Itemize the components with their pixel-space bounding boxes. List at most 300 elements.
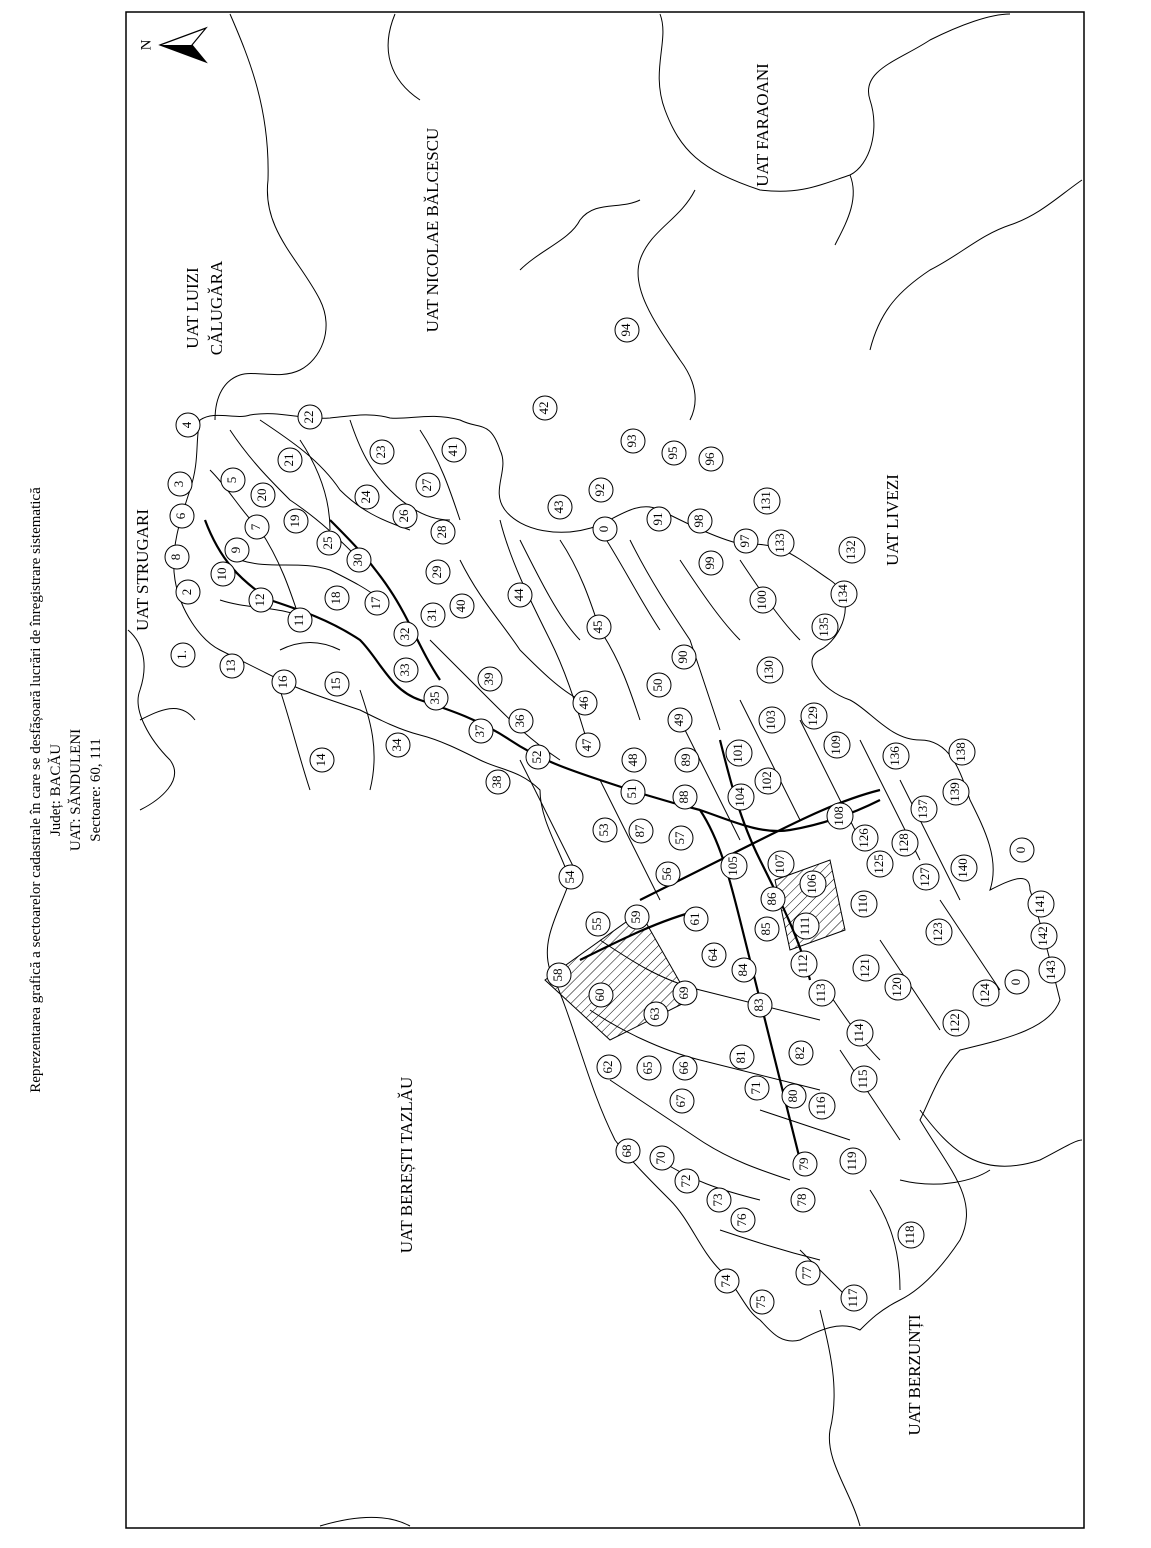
sector-number: 138 (952, 742, 968, 762)
sector-marker-60[interactable] (589, 983, 613, 1007)
sector-number: 120 (888, 977, 904, 997)
sector-number: 100 (753, 590, 769, 610)
sector-marker-115[interactable] (851, 1066, 877, 1092)
sector-number: 58 (549, 968, 565, 982)
sector-marker-113[interactable] (809, 980, 835, 1006)
sector-marker-108[interactable] (827, 803, 853, 829)
sector-number: 82 (791, 1046, 807, 1060)
sector-number: 86 (763, 892, 779, 906)
sector-marker-57[interactable] (669, 826, 693, 850)
sector-marker-64[interactable] (702, 943, 726, 967)
sector-marker-34[interactable] (386, 733, 410, 757)
label-uat-luizi-2: CĂLUGĂRA (207, 260, 226, 356)
sector-marker-10[interactable] (211, 562, 235, 586)
sector-marker-131[interactable] (754, 488, 780, 514)
sector-marker-132[interactable] (839, 537, 865, 563)
sector-marker-111[interactable] (793, 913, 819, 939)
sector-number: 102 (758, 771, 774, 791)
sector-marker-32[interactable] (394, 622, 418, 646)
sector-number: 17 (367, 596, 383, 610)
sector-marker-51[interactable] (621, 780, 645, 804)
sector-marker-33[interactable] (394, 658, 418, 682)
sector-marker-109[interactable] (824, 732, 850, 758)
sector-marker-63[interactable] (644, 1002, 668, 1026)
label-uat-livezi: UAT LIVEZI (883, 474, 902, 566)
sector-marker-47[interactable] (576, 733, 600, 757)
label-uat-luizi: UAT LUIZI (183, 267, 202, 349)
sector-number: 0 (595, 525, 611, 533)
sector-number: 0 (1012, 846, 1028, 854)
sector-number: 57 (671, 831, 687, 845)
sector-marker-14[interactable] (310, 748, 334, 772)
sector-marker-100[interactable] (750, 587, 776, 613)
sector-number: 33 (396, 663, 412, 677)
sector-marker-9[interactable] (225, 538, 249, 562)
label-uat-nicolae: UAT NICOLAE BĂLCESCU (423, 127, 442, 333)
sector-marker-48[interactable] (622, 748, 646, 772)
sector-number: 128 (895, 833, 911, 853)
sector-marker-61[interactable] (684, 907, 708, 931)
sector-marker-8[interactable] (165, 545, 189, 569)
sector-number: 126 (855, 828, 871, 848)
sector-marker-18[interactable] (325, 586, 349, 610)
sector-marker-46[interactable] (573, 691, 597, 715)
sector-marker-122[interactable] (943, 1010, 969, 1036)
sector-number: 137 (914, 799, 930, 819)
sector-number: 117 (844, 1288, 860, 1308)
sector-number: 72 (677, 1174, 693, 1188)
sector-marker-44[interactable] (508, 583, 532, 607)
sector-marker-22[interactable] (298, 405, 322, 429)
sector-marker-138[interactable] (949, 739, 975, 765)
sector-number: 3 (170, 480, 186, 488)
sector-marker-119[interactable] (840, 1148, 866, 1174)
sector-marker-123[interactable] (926, 919, 952, 945)
sector-marker-101[interactable] (726, 740, 752, 766)
sector-number: 121 (856, 958, 872, 978)
sector-marker-77[interactable] (796, 1261, 820, 1285)
sector-marker-124[interactable] (973, 980, 999, 1006)
sector-marker-105[interactable] (721, 853, 747, 879)
sector-marker-136[interactable] (883, 743, 909, 769)
sector-number: 104 (731, 787, 747, 807)
sector-marker-103[interactable] (759, 707, 785, 733)
sector-number: 107 (771, 854, 787, 874)
sector-marker-67[interactable] (670, 1089, 694, 1113)
sector-number: 68 (618, 1144, 634, 1158)
sector-number: 47 (578, 738, 594, 752)
sector-number: 18 (327, 591, 343, 605)
sector-number: 93 (623, 434, 639, 448)
sector-number: 80 (784, 1089, 800, 1103)
label-uat-berzunti: UAT BERZUNȚI (905, 1314, 924, 1436)
sector-number: 13 (222, 659, 238, 673)
sector-marker-65[interactable] (637, 1056, 661, 1080)
sector-marker-39[interactable] (478, 667, 502, 691)
sector-number: 78 (793, 1193, 809, 1207)
sector-marker-53[interactable] (593, 818, 617, 842)
sector-marker-45[interactable] (587, 615, 611, 639)
label-uat-beresti: UAT BEREȘTI TAZLĂU (397, 1076, 416, 1254)
sector-number: 139 (946, 782, 962, 802)
sector-number: 83 (750, 998, 766, 1012)
sector-number: 74 (717, 1274, 733, 1288)
sector-number: 99 (701, 556, 717, 570)
sector-number: 130 (760, 660, 776, 680)
sector-number: 136 (886, 746, 902, 766)
neighbor-boundaries (128, 14, 1082, 1526)
sector-marker-88[interactable] (673, 785, 697, 809)
sector-number: 51 (623, 785, 639, 799)
label-uat-strugari: UAT STRUGARI (133, 508, 152, 632)
sector-marker-128[interactable] (892, 830, 918, 856)
sector-number: 85 (757, 922, 773, 936)
sector-number: 28 (433, 525, 449, 539)
sector-marker-87[interactable] (629, 819, 653, 843)
sector-number: 4 (178, 421, 194, 429)
sector-marker-127[interactable] (913, 864, 939, 890)
sector-marker-140[interactable] (951, 855, 977, 881)
sector-marker-17[interactable] (365, 591, 389, 615)
sector-marker-36[interactable] (509, 709, 533, 733)
sector-number: 119 (843, 1151, 859, 1171)
sector-marker-35[interactable] (424, 686, 448, 710)
sector-marker-135[interactable] (812, 614, 838, 640)
sector-marker-112[interactable] (791, 951, 817, 977)
sector-number: 101 (729, 743, 745, 763)
sector-number: 14 (312, 753, 328, 767)
sector-marker-142[interactable] (1031, 923, 1057, 949)
sector-marker-118[interactable] (898, 1222, 924, 1248)
sector-marker-134[interactable] (831, 581, 857, 607)
sector-number: 39 (480, 672, 496, 686)
sector-marker-94[interactable] (615, 318, 639, 342)
sector-number: 129 (804, 706, 820, 726)
sector-number: 95 (664, 446, 680, 460)
sector-marker-120[interactable] (885, 974, 911, 1000)
sector-marker-114[interactable] (847, 1020, 873, 1046)
sector-marker-42[interactable] (533, 396, 557, 420)
sector-number: 36 (511, 714, 527, 728)
map-frame (126, 12, 1084, 1528)
sector-number: 62 (599, 1060, 615, 1074)
sector-number: 125 (870, 854, 886, 874)
sector-marker-58[interactable] (547, 963, 571, 987)
sector-marker-4[interactable] (176, 413, 200, 437)
title-line-uat: UAT: SĂNDULENI (68, 728, 84, 852)
sector-marker-56[interactable] (656, 862, 680, 886)
sector-number: 12 (251, 593, 267, 607)
sector-number: 134 (834, 584, 850, 604)
sector-marker-23[interactable] (370, 440, 394, 464)
sector-number: 79 (795, 1157, 811, 1171)
sector-number: 29 (428, 565, 444, 579)
sector-number: 116 (812, 1096, 828, 1116)
sector-number: 131 (757, 491, 773, 511)
sector-marker-6[interactable] (170, 504, 194, 528)
sector-number: 5 (223, 476, 239, 484)
sector-number: 46 (575, 696, 591, 710)
sector-number: 53 (595, 823, 611, 837)
sector-number: 69 (675, 986, 691, 1000)
sector-marker-139[interactable] (943, 779, 969, 805)
sector-number: 109 (827, 735, 843, 755)
sector-number: 84 (734, 963, 750, 977)
sector-marker-24[interactable] (355, 485, 379, 509)
sector-marker-27[interactable] (416, 473, 440, 497)
sector-number: 88 (675, 790, 691, 804)
sector-marker-81[interactable] (730, 1045, 754, 1069)
sector-marker-89[interactable] (675, 748, 699, 772)
sector-number: 0 (1007, 978, 1023, 986)
sector-number: 108 (830, 806, 846, 826)
sector-marker-68[interactable] (616, 1139, 640, 1163)
sector-number: 40 (452, 599, 468, 613)
sector-marker-49[interactable] (668, 708, 692, 732)
sector-number: 49 (670, 713, 686, 727)
sector-number: 141 (1031, 894, 1047, 914)
sector-number: 1. (173, 650, 189, 660)
sector-marker-107[interactable] (768, 851, 794, 877)
sector-marker-79[interactable] (793, 1152, 817, 1176)
sector-marker-43[interactable] (548, 495, 572, 519)
sector-marker-82[interactable] (789, 1041, 813, 1065)
sector-marker-5[interactable] (221, 468, 245, 492)
sector-marker-71[interactable] (745, 1076, 769, 1100)
title-line-sectors: Sectoare: 60, 111 (88, 738, 104, 842)
sector-marker-11[interactable] (288, 608, 312, 632)
sector-marker-143[interactable] (1039, 957, 1065, 983)
sector-number: 31 (423, 608, 439, 622)
sector-marker-90[interactable] (672, 645, 696, 669)
sector-number: 45 (589, 620, 605, 634)
sector-number: 127 (916, 867, 932, 887)
sector-number: 97 (736, 534, 752, 548)
sector-number: 16 (274, 675, 290, 689)
sector-number: 67 (672, 1094, 688, 1108)
sector-number: 42 (535, 401, 551, 415)
sector-number: 103 (762, 710, 778, 730)
sector-number: 25 (319, 536, 335, 550)
sector-number: 77 (798, 1266, 814, 1280)
sector-marker-59[interactable] (625, 905, 649, 929)
sector-number: 123 (929, 922, 945, 942)
sector-marker-20[interactable] (251, 483, 275, 507)
sector-number: 133 (771, 533, 787, 553)
sector-number: 98 (690, 514, 706, 528)
sector-marker-117[interactable] (841, 1285, 867, 1311)
sector-marker-0b[interactable] (1005, 970, 1029, 994)
sector-number: 92 (591, 483, 607, 497)
sector-marker-50[interactable] (647, 673, 671, 697)
sector-marker-30[interactable] (347, 548, 371, 572)
sector-marker-7[interactable] (245, 515, 269, 539)
sector-marker-13[interactable] (220, 654, 244, 678)
sector-marker-69[interactable] (673, 981, 697, 1005)
sector-number: 89 (677, 753, 693, 767)
sector-marker-0c[interactable] (1010, 838, 1034, 862)
sector-marker-73[interactable] (707, 1188, 731, 1212)
sector-marker-126[interactable] (852, 825, 878, 851)
sector-marker-130[interactable] (757, 657, 783, 683)
sector-number: 76 (733, 1213, 749, 1227)
sector-number: 22 (300, 410, 316, 424)
label-uat-faraoani: UAT FARAOANI (753, 63, 772, 187)
sector-marker-137[interactable] (911, 796, 937, 822)
sector-marker-141[interactable] (1028, 891, 1054, 917)
sector-marker-133[interactable] (768, 530, 794, 556)
sector-number: 140 (954, 858, 970, 878)
sector-marker-26[interactable] (393, 504, 417, 528)
sector-marker-95[interactable] (662, 441, 686, 465)
sector-number: 64 (704, 948, 720, 962)
sector-number: 81 (732, 1050, 748, 1064)
sector-marker-1[interactable] (171, 643, 195, 667)
sector-marker-85[interactable] (755, 917, 779, 941)
sector-number: 50 (649, 678, 665, 692)
sector-marker-76[interactable] (731, 1208, 755, 1232)
sector-number: 32 (396, 627, 412, 641)
sector-marker-110[interactable] (851, 891, 877, 917)
sector-number: 118 (901, 1225, 917, 1245)
sector-marker-31[interactable] (421, 603, 445, 627)
sector-marker-37[interactable] (469, 719, 493, 743)
sector-number: 115 (854, 1069, 870, 1089)
sector-marker-97[interactable] (734, 529, 758, 553)
sector-number: 124 (976, 983, 992, 1003)
sector-number: 61 (686, 912, 702, 926)
sector-marker-86[interactable] (761, 887, 785, 911)
sector-marker-72[interactable] (675, 1169, 699, 1193)
sector-number: 9 (227, 546, 243, 554)
sector-number: 26 (395, 509, 411, 523)
sector-number: 37 (471, 724, 487, 738)
sector-marker-52[interactable] (526, 745, 550, 769)
sector-marker-102[interactable] (755, 768, 781, 794)
sector-marker-80[interactable] (782, 1084, 806, 1108)
sector-marker-129[interactable] (801, 703, 827, 729)
sector-marker-19[interactable] (284, 509, 308, 533)
sector-number: 21 (280, 453, 296, 467)
sector-number: 106 (803, 874, 819, 894)
sector-number: 59 (627, 910, 643, 924)
sector-marker-66[interactable] (673, 1056, 697, 1080)
sector-number: 65 (639, 1061, 655, 1075)
sector-marker-96[interactable] (699, 447, 723, 471)
sector-marker-54[interactable] (559, 865, 583, 889)
sector-marker-99[interactable] (699, 551, 723, 575)
sector-number: 15 (327, 677, 343, 691)
sector-number: 111 (796, 916, 812, 936)
sector-number: 41 (444, 443, 460, 457)
sector-number: 44 (510, 588, 526, 602)
title-line-1: Reprezentarea grafică a sectoarelor cadastrale în care se desfășoară lucrări de înregistrare sistematică (28, 487, 44, 1093)
sector-marker-78[interactable] (791, 1188, 815, 1212)
sector-number: 66 (675, 1061, 691, 1075)
sector-number: 73 (709, 1193, 725, 1207)
sector-marker-12[interactable] (249, 588, 273, 612)
sector-number: 7 (247, 523, 263, 531)
sector-marker-21[interactable] (278, 448, 302, 472)
sector-marker-93[interactable] (621, 429, 645, 453)
sector-marker-15[interactable] (325, 672, 349, 696)
sector-marker-55[interactable] (586, 912, 610, 936)
sector-number: 71 (747, 1081, 763, 1095)
sector-number: 52 (528, 750, 544, 764)
title-line-county: Județ: BACĂU (48, 743, 64, 837)
sector-number: 2 (178, 588, 194, 596)
sector-marker-106[interactable] (800, 871, 826, 897)
sector-number: 105 (724, 856, 740, 876)
sector-number: 56 (658, 867, 674, 881)
sector-number: 96 (701, 452, 717, 466)
sector-number: 135 (815, 617, 831, 637)
sector-markers (165, 318, 1065, 1314)
sector-marker-28[interactable] (431, 520, 455, 544)
sector-number: 60 (591, 988, 607, 1002)
sector-number: 70 (652, 1151, 668, 1165)
sector-number: 54 (561, 870, 577, 884)
sector-marker-38[interactable] (486, 770, 510, 794)
north-label: N (138, 39, 155, 51)
sector-number: 75 (752, 1295, 768, 1309)
sector-number: 87 (631, 824, 647, 838)
sector-number: 55 (588, 917, 604, 931)
sector-number: 91 (649, 512, 665, 526)
sector-marker-92[interactable] (589, 478, 613, 502)
sector-marker-25[interactable] (317, 531, 341, 555)
sector-marker-91[interactable] (647, 507, 671, 531)
sector-marker-75[interactable] (750, 1290, 774, 1314)
title-block (28, 487, 104, 1093)
sector-marker-29[interactable] (426, 560, 450, 584)
sector-marker-116[interactable] (809, 1093, 835, 1119)
sector-number: 110 (854, 894, 870, 914)
sector-number: 19 (286, 514, 302, 528)
sector-number: 122 (946, 1013, 962, 1033)
sector-number: 132 (842, 540, 858, 560)
sector-marker-98[interactable] (688, 509, 712, 533)
sector-marker-84[interactable] (732, 958, 756, 982)
sector-number: 48 (624, 753, 640, 767)
sector-marker-2[interactable] (176, 580, 200, 604)
sector-marker-16[interactable] (272, 670, 296, 694)
sector-number: 114 (850, 1023, 866, 1043)
sector-marker-0a[interactable] (593, 517, 617, 541)
sector-marker-83[interactable] (748, 993, 772, 1017)
north-arrow-icon (138, 28, 206, 62)
sector-number: 43 (550, 500, 566, 514)
sector-marker-41[interactable] (442, 438, 466, 462)
sector-marker-3[interactable] (168, 472, 192, 496)
sector-number: 143 (1042, 960, 1058, 980)
sector-marker-104[interactable] (728, 784, 754, 810)
sector-marker-125[interactable] (867, 851, 893, 877)
sector-marker-62[interactable] (597, 1055, 621, 1079)
sector-number: 94 (617, 323, 633, 337)
sector-number: 20 (253, 488, 269, 502)
sector-number: 10 (213, 567, 229, 581)
sector-number: 8 (167, 553, 183, 561)
sector-marker-74[interactable] (715, 1269, 739, 1293)
sector-number: 34 (388, 738, 404, 752)
sector-marker-40[interactable] (450, 594, 474, 618)
sector-number: 142 (1034, 926, 1050, 946)
sector-number: 90 (674, 650, 690, 664)
sector-number: 6 (172, 512, 188, 520)
sector-marker-70[interactable] (650, 1146, 674, 1170)
sector-marker-121[interactable] (853, 955, 879, 981)
